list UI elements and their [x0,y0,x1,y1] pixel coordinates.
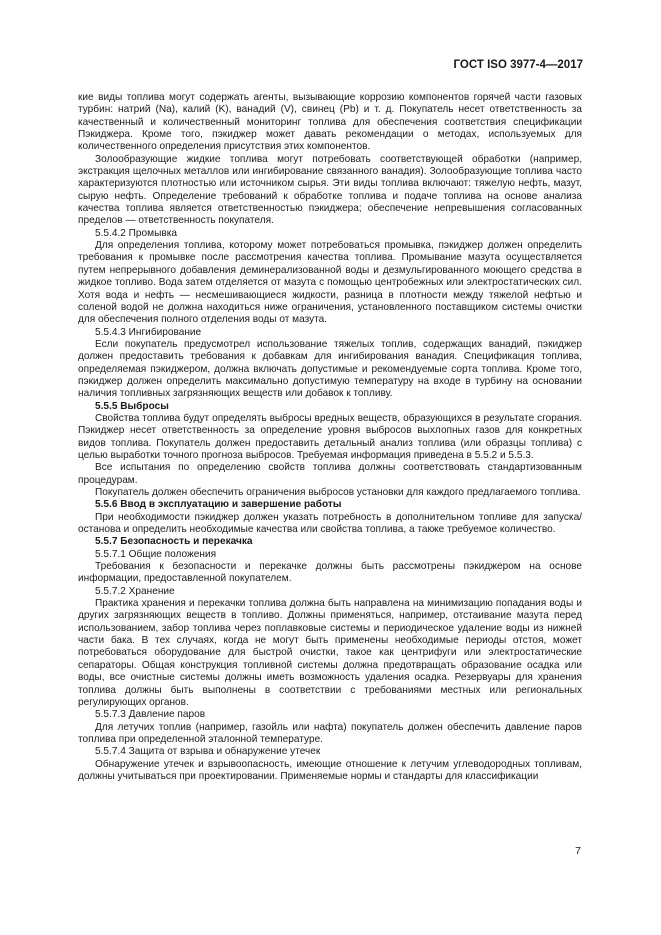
paragraph: Свойства топлива будут определять выбросы вредных веществ, образующихся в результате сгорания. Пэкиджер несет ответственность за определение уровня выбросов выхлопных газов для конкретных видов топлива. Покупатель должен предоставить детальный анализ топлива (или образцы топлива) с целью выработки точного прогноза выбросов. Требуемая информация приведена в 5.5.2 и 5.5.3. [78,412,582,461]
paragraph: Все испытания по определению свойств топлива должны соответствовать стандартизованным процедурам. [78,462,582,486]
section-heading: 5.5.7.2 Хранение [95,585,175,597]
section-heading: 5.5.6 Ввод в эксплуатацию и завершение работы [95,499,342,511]
section-heading: 5.5.7.1 Общие положения [95,548,217,560]
section-heading: 5.5.7.4 Защита от взрыва и обнаружение утечек [95,746,321,758]
paragraph: Золообразующие жидкие топлива могут потребовать соответствующей обработки (например, экстракция щелочных металлов или ингибирование связанного ванадия). Золообразующие топлива часто характеризуются плотностью или источником сырья. Эти виды топлива включают: тяжелую нефть, мазут, сырую нефть. Определение требований к обработке топлива и подаче топлива на основе анализа качества топлива является ответственностью пэкиджера; обеспечение непревышения согласованных пределов — ответственность покупателя. [78,153,582,227]
paragraph: Практика хранения и перекачки топлива должна быть направлена на минимизацию попадания воды и других загрязняющих веществ в топливо. Должны применяться, например, отстаивание мазута перед использованием, забор топлива через поплавковые системы и периодическое удаление воды из нижней части бака. В тех случаях, когда не могут быть применены необходимые периоды отстоя, может потребоваться оборудование для быстрой очистки, такое как центрифуги или электростатические сепараторы. Общая конструкция топливной системы должна предотвращать образование осадка или воды, все очистные системы должны иметь возможность удаления осадка. Резервуары для хранения топлива должны быть выполнены в соответствии с требованиями местных или региональных регулирующих органов. [78,598,582,708]
section-heading: 5.5.4.3 Ингибирование [95,326,202,338]
paragraph: Требования к безопасности и перекачке должны быть рассмотрены пэкиджером на основе информации, предоставленной покупателем. [78,561,582,585]
page-number: 7 [575,845,581,857]
document-body [78,92,582,783]
paragraph: При необходимости пэкиджер должен указать потребность в дополнительном топливе для запуска/останова и определить необходимые качества или свойства топлива, а также требуемое количество. [78,511,582,536]
paragraph: Обнаружение утечек и взрывоопасность, имеющие отношение к летучим углеводородных топливам, должны учитываться при проектировании. Применяемые нормы и стандарты для классификации [78,758,582,782]
section-heading: 5.5.7 Безопасность и перекачка [95,536,253,548]
section-heading: 5.5.5 Выбросы [95,400,169,412]
paragraph: Для определения топлива, которому может потребоваться промывка, пэкиджер должен определить требования к промывке после рассмотрения качества топлива. Промывание мазута осуществляется путем непрерывного добавления деминерализованной воды и дезмульгированного моющего средства в жидкое топливо. Вода затем отделяется от мазута с помощью центробежных или электростатических сил. Хотя вода и нефть — несмешивающиеся жидкости, разница в плотности между тяжелой нефтью и соленой водой не должна находиться ниже ограничения, установленного поставщиком системы очистки для обеспечения полного отделения воды от мазута. [78,240,582,326]
section-heading: 5.5.7.3 Давление паров [95,709,206,721]
document-header: ГОСТ ISO 3977-4—2017 [453,59,583,71]
paragraph: Если покупатель предусмотрел использование тяжелых топлив, содержащих ванадий, пэкиджер должен предоставить требования к добавкам для ингибирования ванадия. Спецификация топлива, определяемая пэкиджером, должна включать допустимые и рекомендуемые сорта топлива. Кроме того, пэкиджер должен определить максимально допустимую температуру на входе в турбину на основании наличия топливных загрязняющих веществ или добавок к топливу. [78,338,582,400]
paragraph: Для летучих топлив (например, газойль или нафта) покупатель должен обеспечить давление паров топлива при определенной эталонной температуре. [78,721,582,745]
section-heading: 5.5.4.2 Промывка [95,227,177,239]
paragraph: кие виды топлива могут содержать агенты, вызывающие коррозию компонентов горячей части газовых турбин: натрий (Na), калий (K), ванадий (V), свинец (Pb) и т. д. Покупатель несет ответственность за качественный и количественный мониторинг топлива для обеспечения соответствия спецификации Пэкиджера. Кроме того, пэкиджер может давать рекомендации о методах, используемых для количественного определения присутствия этих компонентов. [78,92,582,153]
paragraph: Покупатель должен обеспечить ограничения выбросов установки для каждого предлагаемого топлива. [95,487,581,498]
